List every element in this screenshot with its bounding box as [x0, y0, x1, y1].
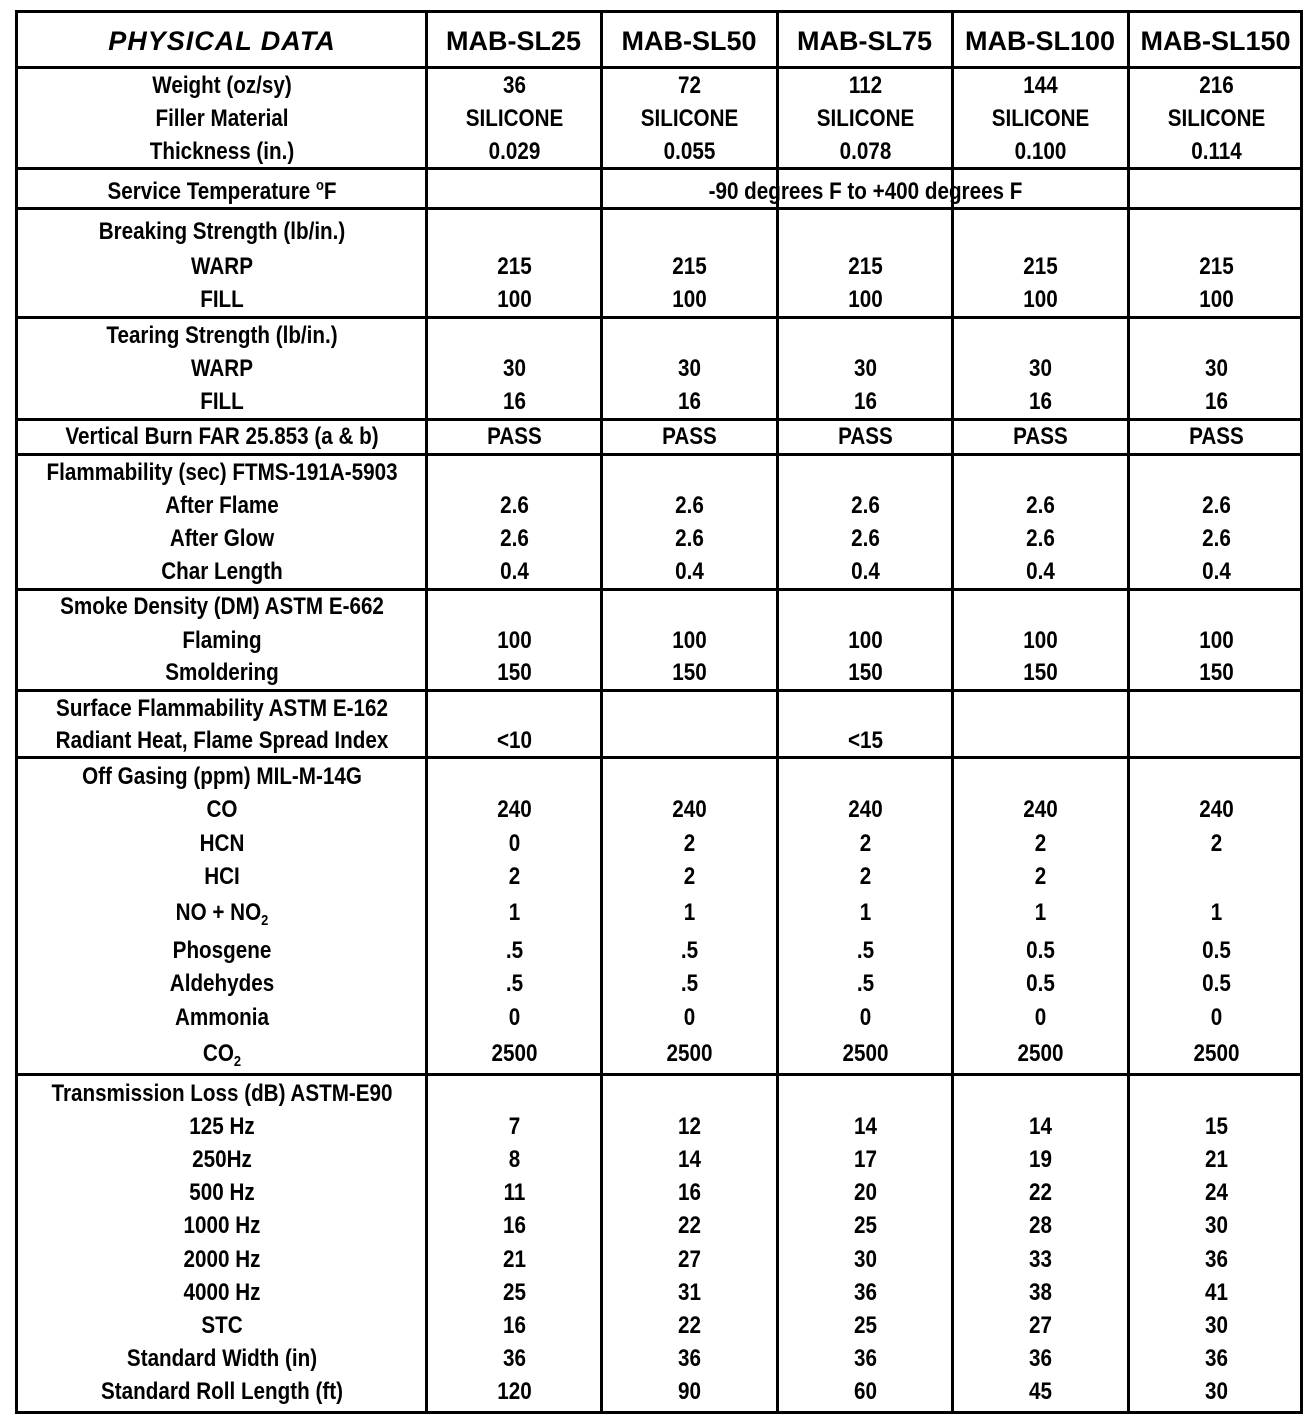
table-cell: 1: [859, 899, 872, 926]
table-cell: 100: [1023, 286, 1058, 313]
table-cell: 14: [854, 1113, 877, 1140]
table-cell: [439, 1080, 590, 1108]
table-cell: 0: [508, 1004, 521, 1031]
table-cell: [965, 727, 1116, 755]
table-cell: 2500: [1017, 1040, 1064, 1067]
table-cell: PASS: [1189, 423, 1244, 450]
row-label: Flaming: [182, 627, 262, 654]
table-cell: 100: [1199, 286, 1234, 313]
table-cell: .5: [856, 970, 875, 997]
row-label: Ammonia: [174, 1004, 270, 1031]
row-divider: [18, 167, 1300, 170]
row-label: FILL: [200, 286, 244, 313]
table-cell: 0.114: [1191, 138, 1242, 165]
row-label: HCI: [204, 863, 240, 890]
table-cell: 100: [672, 286, 707, 313]
table-cell: [439, 763, 590, 791]
table-cell: PASS: [1013, 423, 1068, 450]
subscript: 2: [261, 912, 269, 929]
table-cell: 16: [503, 388, 526, 415]
table-cell: 11: [503, 1179, 526, 1206]
table-cell: 2: [683, 830, 696, 857]
table-cell: 15: [1205, 1113, 1228, 1140]
table-cell: 25: [854, 1212, 877, 1239]
table-cell: SILICONE: [465, 105, 564, 132]
row-label: Filler Material: [155, 105, 289, 132]
row-label: Standard Width (in): [126, 1345, 318, 1372]
table-cell: [965, 763, 1116, 791]
table-cell: 2500: [842, 1040, 889, 1067]
row-label: Flammability (sec) FTMS-191A-5903: [46, 459, 398, 486]
table-cell: 0.4: [675, 558, 704, 585]
column-divider: [776, 13, 779, 1411]
row-label: Surface Flammability ASTM E-162: [56, 695, 388, 722]
table-cell: [790, 695, 941, 723]
table-cell: [614, 218, 765, 246]
table-cell: 16: [678, 388, 701, 415]
row-label: 250Hz: [192, 1146, 252, 1173]
table-cell: 2.6: [1026, 525, 1055, 552]
table-cell: 150: [848, 659, 883, 686]
table-cell: 150: [672, 659, 707, 686]
table-cell: [965, 1080, 1116, 1108]
table-cell: [614, 459, 765, 487]
table-cell: 7: [508, 1113, 521, 1140]
table-cell: 30: [1205, 355, 1228, 382]
column-header: MAB-SL75: [796, 26, 932, 56]
table-cell: 215: [1199, 253, 1234, 280]
row-divider: [18, 588, 1300, 591]
table-cell: PASS: [838, 423, 893, 450]
row-label: Thickness (in.): [149, 138, 295, 165]
row-label: CO: [206, 796, 238, 823]
table-cell: [614, 1080, 765, 1108]
column-header: MAB-SL150: [1140, 26, 1291, 56]
table-cell: [790, 322, 941, 350]
row-label: HCN: [199, 830, 245, 857]
table-cell: 2.6: [851, 492, 880, 519]
table-cell: 30: [1205, 1212, 1228, 1239]
table-cell: 1: [1210, 899, 1223, 926]
table-cell: 2: [859, 830, 872, 857]
table-cell: [1141, 218, 1292, 246]
subscript: 2: [233, 1053, 242, 1070]
table-cell: [1141, 695, 1292, 723]
row-label: 1000 Hz: [183, 1212, 261, 1239]
table-cell: [614, 763, 765, 791]
table-cell: 100: [848, 286, 883, 313]
table-cell: 30: [1205, 1312, 1228, 1339]
table-cell: .5: [856, 937, 875, 964]
table-cell: [439, 593, 590, 621]
row-label: Weight (oz/sy): [152, 72, 292, 99]
table-cell: 2: [508, 863, 521, 890]
table-cell: 16: [678, 1179, 701, 1206]
table-cell: 0.5: [1202, 970, 1231, 997]
table-cell: 0.4: [1202, 558, 1231, 585]
table-cell: 2: [1034, 830, 1047, 857]
table-cell: 25: [854, 1312, 877, 1339]
table-cell: 30: [503, 355, 526, 382]
table-cell: .5: [680, 970, 699, 997]
table-cell: SILICONE: [640, 105, 739, 132]
table-cell: 36: [678, 1345, 701, 1372]
row-label: FILL: [200, 388, 244, 415]
row-label: Aldehydes: [169, 970, 275, 997]
table-cell: 60: [854, 1378, 877, 1405]
table-cell: [439, 459, 590, 487]
table-cell: [1141, 459, 1292, 487]
row-divider: [18, 207, 1300, 210]
table-cell: 2: [859, 863, 872, 890]
column-divider: [600, 13, 603, 1411]
table-cell: 2.6: [1026, 492, 1055, 519]
table-cell: .5: [505, 970, 524, 997]
row-label: Tearing Strength (lb/in.): [106, 322, 338, 349]
table-cell: 22: [678, 1312, 701, 1339]
table-cell: 1: [683, 899, 696, 926]
row-label: Breaking Strength (lb/in.): [98, 218, 346, 245]
column-divider: [425, 13, 428, 1411]
table-cell: 27: [678, 1246, 701, 1273]
table-cell: 215: [672, 253, 707, 280]
table-cell: [1141, 322, 1292, 350]
row-label: 4000 Hz: [183, 1279, 261, 1306]
table-cell: 0.078: [839, 138, 892, 165]
table-cell: 240: [1023, 796, 1058, 823]
table-cell: SILICONE: [816, 105, 915, 132]
column-divider: [1127, 13, 1130, 1411]
table-cell: 16: [1029, 388, 1052, 415]
spanning-value: -90 degrees F to +400 degrees F: [708, 178, 1023, 205]
table-cell: 2.6: [675, 492, 704, 519]
row-label: Phosgene: [172, 937, 272, 964]
table-cell: [614, 322, 765, 350]
table-cell: 36: [503, 1345, 526, 1372]
table-cell: 22: [678, 1212, 701, 1239]
table-cell: 0.4: [500, 558, 529, 585]
table-cell: [1141, 727, 1292, 755]
row-label: WARP: [191, 355, 253, 382]
table-cell: 30: [678, 355, 701, 382]
column-header: MAB-SL100: [964, 26, 1116, 56]
table-cell: 0: [508, 830, 521, 857]
table-cell: 0.5: [1202, 937, 1231, 964]
row-label: Standard Roll Length (ft): [101, 1378, 343, 1405]
table-cell: 36: [1205, 1345, 1228, 1372]
table-cell: [790, 1080, 941, 1108]
table-cell: 30: [854, 1246, 877, 1273]
table-cell: [965, 695, 1116, 723]
table-cell: 100: [497, 627, 532, 654]
table-cell: [790, 459, 941, 487]
table-cell: [1141, 863, 1292, 891]
table-cell: [1141, 1080, 1292, 1108]
table-cell: [439, 322, 590, 350]
row-divider: [18, 316, 1300, 319]
row-divider: [18, 689, 1300, 692]
table-cell: 100: [1023, 627, 1058, 654]
table-cell: 30: [854, 355, 877, 382]
row-label: Transmission Loss (dB) ASTM-E90: [51, 1080, 393, 1107]
table-cell: 31: [678, 1279, 701, 1306]
table-cell: 1: [508, 899, 521, 926]
superscript: o: [315, 177, 324, 194]
table-cell: 1: [1034, 899, 1047, 926]
row-label: Service Temperature $^o$F: [107, 177, 337, 205]
table-cell: [790, 218, 941, 246]
row-label: STC: [201, 1312, 243, 1339]
table-cell: 0.4: [851, 558, 880, 585]
table-cell: 2.6: [1202, 492, 1231, 519]
table-cell: 17: [854, 1146, 877, 1173]
row-divider: [18, 418, 1300, 421]
table-cell: 21: [503, 1246, 526, 1273]
table-cell: 0: [683, 1004, 696, 1031]
table-cell: 30: [1205, 1378, 1228, 1405]
column-header: MAB-SL50: [621, 26, 757, 56]
table-cell: 16: [854, 388, 877, 415]
table-cell: 16: [1205, 388, 1228, 415]
table-cell: [965, 593, 1116, 621]
row-label: Off Gasing (ppm) MIL-M-14G: [82, 763, 362, 790]
table-cell: 0.055: [663, 138, 716, 165]
row-label: Char Length: [161, 558, 283, 585]
row-label: $CO_2$: [202, 1040, 242, 1070]
row-label: 125 Hz: [189, 1113, 255, 1140]
table-cell: 120: [497, 1378, 532, 1405]
table-cell: 0.5: [1026, 970, 1055, 997]
row-label: Smoke Density (DM) ASTM E-662: [60, 593, 384, 620]
table-cell: 240: [848, 796, 883, 823]
column-divider: [951, 13, 954, 1411]
table-cell: 215: [848, 253, 883, 280]
table-cell: 33: [1029, 1246, 1052, 1273]
table-cell: 2500: [491, 1040, 538, 1067]
table-cell: [965, 322, 1116, 350]
table-cell: 0.100: [1014, 138, 1067, 165]
row-label: After Flame: [165, 492, 279, 519]
table-cell: 144: [1023, 72, 1058, 99]
table-cell: 0: [1034, 1004, 1047, 1031]
table-cell: 2: [683, 863, 696, 890]
row-label: Smoldering: [165, 659, 279, 686]
table-cell: 2: [1210, 830, 1223, 857]
table-cell: 27: [1029, 1312, 1052, 1339]
table-cell: 20: [854, 1179, 877, 1206]
table-cell: 36: [1029, 1345, 1052, 1372]
table-cell: 36: [503, 72, 526, 99]
table-cell: 0.029: [488, 138, 541, 165]
row-label: Vertical Burn FAR 25.853 (a & b): [65, 423, 379, 450]
table-cell: 8: [508, 1146, 521, 1173]
row-divider: [18, 453, 1300, 456]
table-cell: 100: [497, 286, 532, 313]
table-cell: [614, 593, 765, 621]
table-cell: 16: [503, 1312, 526, 1339]
row-label: Radiant Heat, Flame Spread Index: [55, 727, 389, 754]
table-cell: 150: [1199, 659, 1234, 686]
table-cell: [614, 695, 765, 723]
table-cell: 36: [854, 1279, 877, 1306]
row-label: 2000 Hz: [183, 1246, 261, 1273]
table-cell: 19: [1029, 1146, 1052, 1173]
table-cell: [614, 727, 765, 755]
table-cell: 0.4: [1026, 558, 1055, 585]
table-cell: 100: [848, 627, 883, 654]
table-cell: 215: [1023, 253, 1058, 280]
physical-data-table: [15, 10, 1303, 1414]
table-cell: [1141, 763, 1292, 791]
table-title: PHYSICAL DATA: [108, 26, 336, 56]
row-label: After Glow: [169, 525, 275, 552]
table-cell: 38: [1029, 1279, 1052, 1306]
table-cell: 14: [678, 1146, 701, 1173]
table-cell: 2.6: [851, 525, 880, 552]
table-cell: 41: [1205, 1279, 1228, 1306]
table-cell: 150: [497, 659, 532, 686]
table-cell: 12: [678, 1113, 701, 1140]
table-cell: 0.5: [1026, 937, 1055, 964]
table-cell: [790, 763, 941, 791]
table-cell: PASS: [487, 423, 542, 450]
table-cell: 150: [1023, 659, 1058, 686]
table-cell: 2.6: [1202, 525, 1231, 552]
table-cell: 215: [497, 253, 532, 280]
table-cell: 36: [1205, 1246, 1228, 1273]
table-cell: <10: [496, 727, 533, 754]
row-divider: [18, 1073, 1300, 1076]
table-cell: 45: [1029, 1378, 1052, 1405]
table-cell: 2.6: [500, 492, 529, 519]
table-cell: 240: [672, 796, 707, 823]
table-cell: 25: [503, 1279, 526, 1306]
table-cell: 2500: [1193, 1040, 1240, 1067]
table-cell: <15: [847, 727, 884, 754]
table-cell: 36: [854, 1345, 877, 1372]
table-cell: .5: [505, 937, 524, 964]
table-cell: [965, 218, 1116, 246]
table-cell: 240: [497, 796, 532, 823]
table-cell: SILICONE: [991, 105, 1090, 132]
table-cell: 100: [672, 627, 707, 654]
table-cell: 112: [848, 72, 883, 99]
table-cell: .5: [680, 937, 699, 964]
table-cell: 16: [503, 1212, 526, 1239]
row-label: 500 Hz: [189, 1179, 255, 1206]
table-cell: 240: [1199, 796, 1234, 823]
table-cell: 28: [1029, 1212, 1052, 1239]
table-cell: [1141, 593, 1292, 621]
table-cell: 90: [678, 1378, 701, 1405]
table-cell: 22: [1029, 1179, 1052, 1206]
table-cell: 30: [1029, 355, 1052, 382]
table-cell: [790, 593, 941, 621]
table-cell: SILICONE: [1167, 105, 1266, 132]
table-cell: 100: [1199, 627, 1234, 654]
table-cell: 14: [1029, 1113, 1052, 1140]
table-cell: [965, 459, 1116, 487]
table-cell: [439, 218, 590, 246]
table-cell: 2.6: [500, 525, 529, 552]
table-cell: [439, 695, 590, 723]
table-cell: 2: [1034, 863, 1047, 890]
table-cell: 2.6: [675, 525, 704, 552]
table-cell: 24: [1205, 1179, 1228, 1206]
table-cell: PASS: [662, 423, 717, 450]
row-divider: [18, 756, 1300, 759]
table-cell: 216: [1199, 72, 1234, 99]
table-cell: 2500: [666, 1040, 713, 1067]
table-cell: 72: [678, 72, 701, 99]
table-cell: 21: [1205, 1146, 1228, 1173]
table-cell: 0: [1210, 1004, 1223, 1031]
row-label: NO + $NO_2$: [175, 899, 269, 929]
row-label: WARP: [191, 253, 253, 280]
table-cell: 0: [859, 1004, 872, 1031]
column-header: MAB-SL25: [445, 26, 581, 56]
